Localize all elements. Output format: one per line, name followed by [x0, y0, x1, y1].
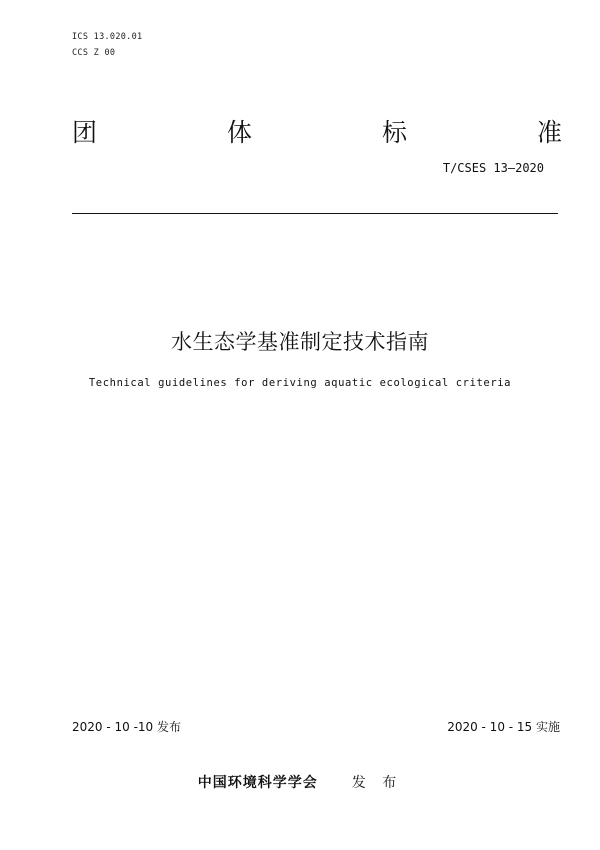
heading-char: 体 — [226, 118, 252, 147]
issue-date: 2020 - 10 -10 发布 — [72, 720, 181, 734]
standard-type-heading — [72, 114, 562, 148]
publisher-line — [0, 772, 600, 792]
implementation-date: 2020 - 10 - 15 实施 — [447, 720, 560, 734]
chinese-title: 水生态学基准制定技术指南 — [171, 330, 429, 354]
english-title: Technical guidelines for deriving aquatic ecological criteria — [88, 377, 512, 389]
standard-number: T/CSES 13—2020 — [442, 161, 544, 175]
heading-char: 标 — [381, 118, 407, 147]
heading-char: 团 — [72, 118, 98, 147]
header-divider — [72, 213, 558, 214]
publish-label: 发 布 — [351, 775, 403, 791]
ccs-code: CCS Z 00 — [72, 48, 116, 58]
classification-codes — [72, 29, 142, 61]
publisher-organization: 中国环境科学学会 — [197, 775, 318, 791]
ics-code: ICS 13.020.01 — [72, 32, 143, 42]
heading-char: 准 — [536, 118, 562, 147]
